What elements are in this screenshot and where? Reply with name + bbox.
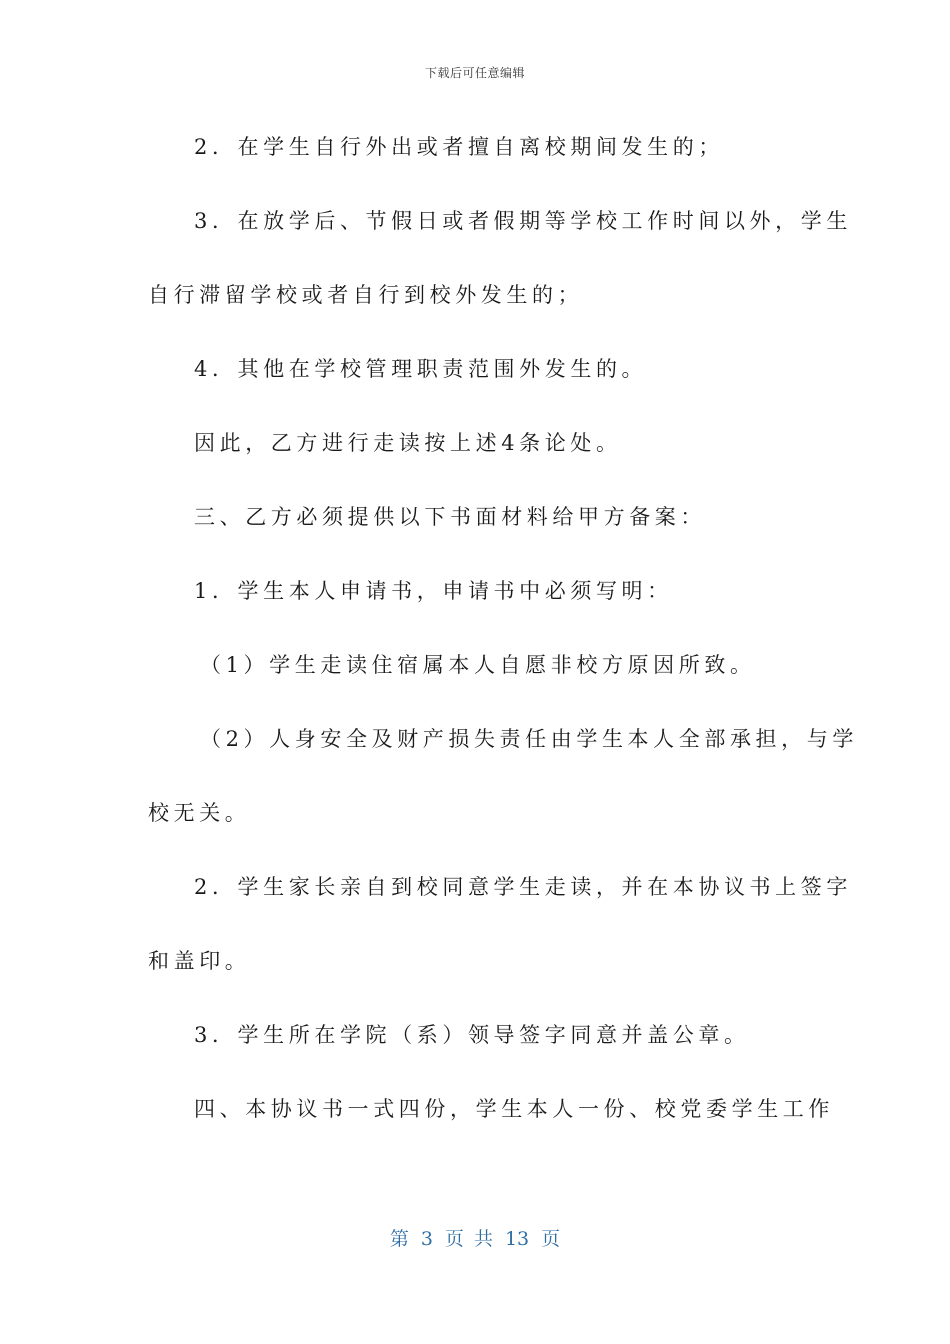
body-line: （1）学生走读住宿属本人自愿非校方原因所致。 (200, 653, 756, 677)
body-line: 自行滞留学校或者自行到校外发生的； (148, 283, 584, 307)
footer-middle: 页 共 (444, 1228, 493, 1250)
footer-page-number: 3 (420, 1228, 433, 1250)
body-line: 三、乙方必须提供以下书面材料给甲方备案： (194, 505, 706, 529)
body-line: 4．其他在学校管理职责范围外发生的。 (194, 357, 648, 381)
body-line: （2）人身安全及财产损失责任由学生本人全部承担，与学 (200, 727, 858, 751)
body-line: 四、本协议书一式四份，学生本人一份、校党委学生工作 (194, 1097, 834, 1121)
body-line: 校无关。 (148, 801, 251, 825)
body-line: 3．学生所在学院（系）领导签字同意并盖公章。 (194, 1023, 750, 1047)
page-footer (0, 1224, 950, 1251)
footer-total-pages: 13 (504, 1228, 530, 1250)
footer-prefix: 第 (389, 1228, 409, 1250)
page-header: 下载后可任意编辑 (424, 66, 525, 80)
body-line: 因此，乙方进行走读按上述4条论处。 (194, 431, 622, 455)
body-line: 和盖印。 (148, 949, 251, 973)
footer-suffix: 页 (541, 1228, 561, 1250)
body-line: 2．学生家长亲自到校同意学生走读，并在本协议书上签字 (194, 875, 852, 899)
body-line: 1．学生本人申请书，申请书中必须写明： (194, 579, 673, 603)
body-line: 2．在学生自行外出或者擅自离校期间发生的； (194, 135, 724, 159)
body-line: 3．在放学后、节假日或者假期等学校工作时间以外，学生 (194, 209, 852, 233)
